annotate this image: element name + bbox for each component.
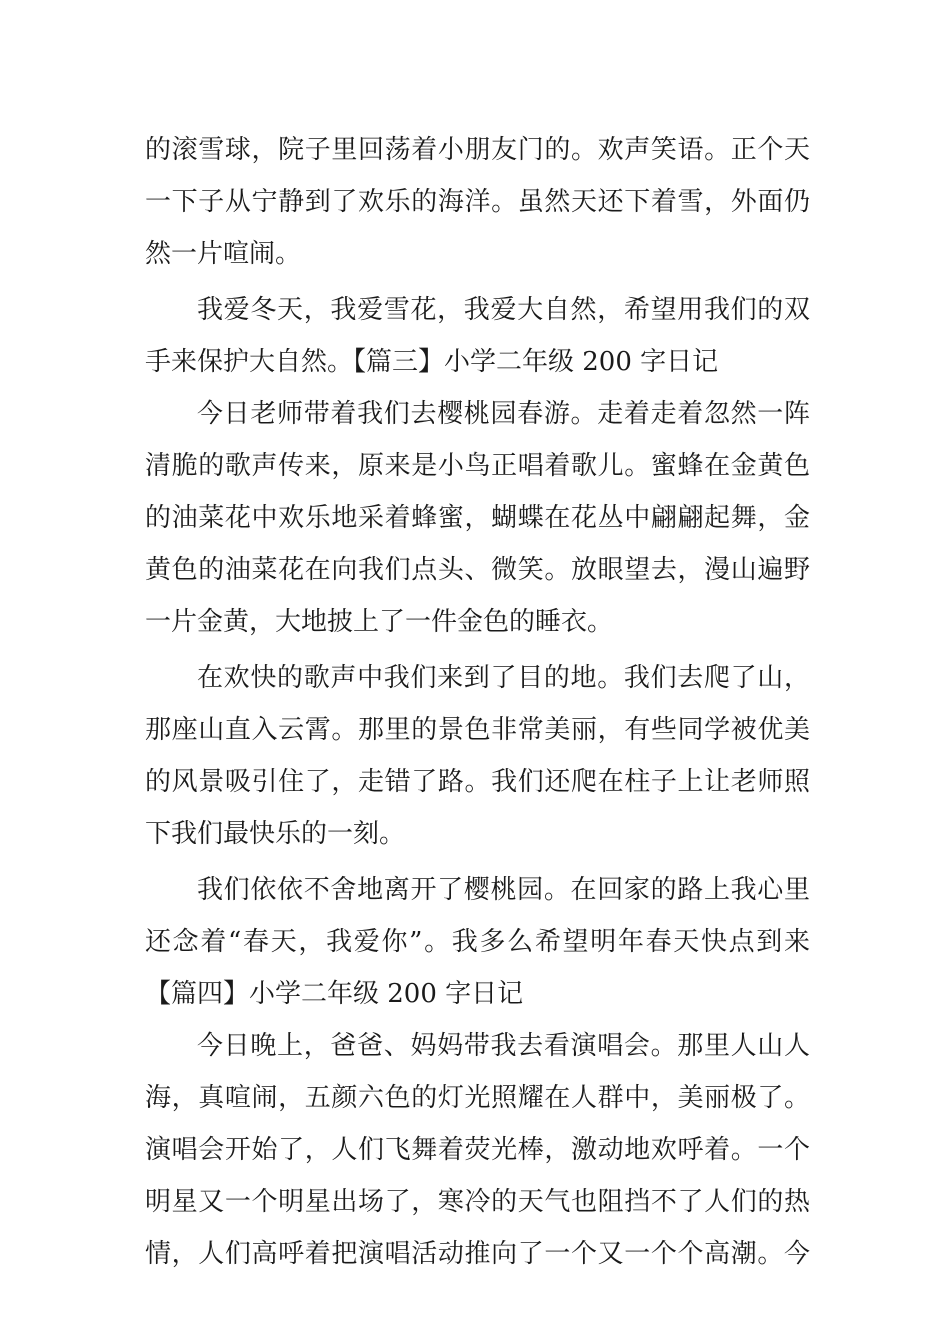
text-line: 在欢快的歌声中我们来到了目的地。我们去爬了山，	[197, 663, 810, 693]
text-line: 一下子从宁静到了欢乐的海洋。虽然天还下着雪，外面仍	[145, 187, 810, 217]
text-line: 的油菜花中欢乐地采着蜂蜜，蝴蝶在花丛中翩翩起舞，金	[145, 503, 810, 533]
text-line: 演唱会开始了，人们飞舞着荧光棒，激动地欢呼着。一个	[145, 1135, 810, 1165]
text-line: 然一片喧闹。	[145, 239, 302, 269]
text-line: 清脆的歌声传来，原来是小鸟正唱着歌儿。蜜蜂在金黄色	[145, 451, 810, 481]
text-line: 的滚雪球，院子里回荡着小朋友门的。欢声笑语。正个天	[145, 135, 810, 165]
text-line: 情，人们高呼着把演唱活动推向了一个又一个个高潮。今	[145, 1239, 810, 1269]
text-line: 那座山直入云霄。那里的景色非常美丽，有些同学被优美	[145, 715, 810, 745]
text-line: 今日老师带着我们去樱桃园春游。走着走着忽然一阵	[197, 399, 810, 429]
text-line: 下我们最快乐的一刻。	[145, 819, 406, 849]
text-line: 今日晚上，爸爸、妈妈带我去看演唱会。那里人山人	[197, 1031, 810, 1061]
text-line: 一片金黄，大地披上了一件金色的睡衣。	[145, 607, 614, 637]
text-line: 明星又一个明星出场了，寒冷的天气也阻挡不了人们的热	[145, 1187, 810, 1217]
document-body	[145, 124, 810, 1280]
section-heading: 【篇四】小学二年级 200 字日记	[145, 979, 524, 1009]
text-line-with-heading: 手来保护大自然。【篇三】小学二年级 200 字日记	[145, 347, 719, 377]
text-line: 还念着“春天，我爱你”。我多么希望明年春天快点到来	[145, 927, 810, 957]
text-line: 海，真喧闹，五颜六色的灯光照耀在人群中，美丽极了。	[145, 1083, 810, 1113]
text-line: 我爱冬天，我爱雪花，我爱大自然，希望用我们的双	[197, 295, 810, 325]
text-line: 的风景吸引住了，走错了路。我们还爬在柱子上让老师照	[145, 767, 810, 797]
text-line: 我们依依不舍地离开了樱桃园。在回家的路上我心里	[197, 875, 810, 905]
text-line: 黄色的油菜花在向我们点头、微笑。放眼望去，漫山遍野	[145, 555, 810, 585]
